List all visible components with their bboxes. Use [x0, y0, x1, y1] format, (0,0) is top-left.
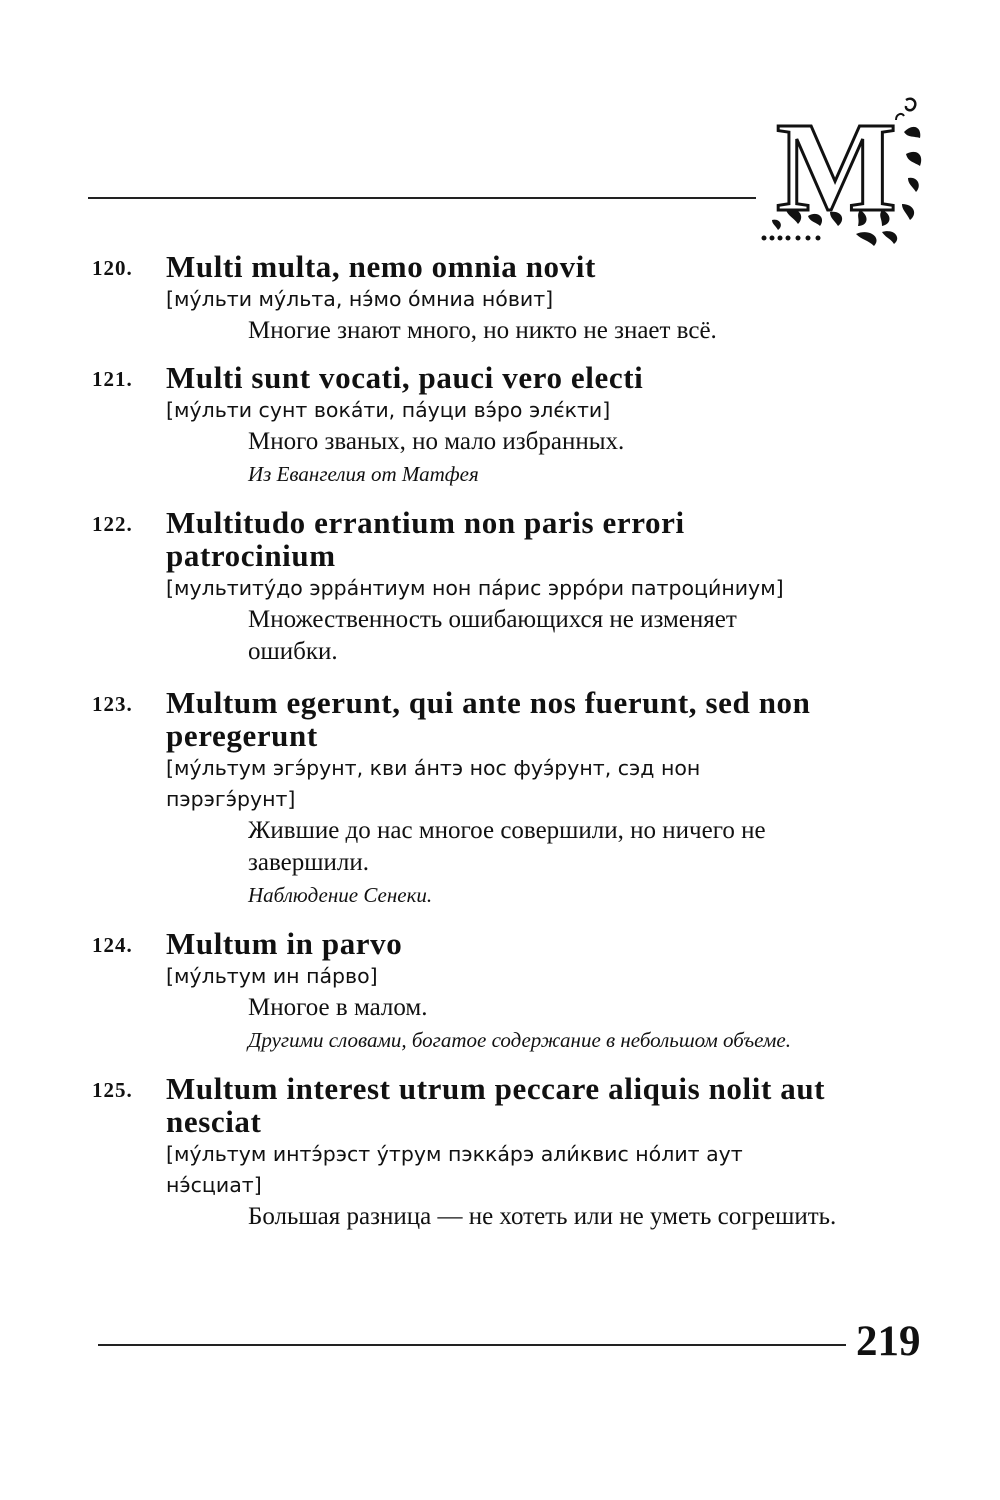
entry-number: 121. [92, 367, 133, 391]
entry-number: 125. [92, 1078, 133, 1102]
source-note: Из Евангелия от Матфея [248, 462, 479, 486]
translation: Множественность ошибающихся не изменяет ошибки. [248, 606, 737, 665]
pronunciation: [му́льтум ин па́рво] [166, 964, 378, 988]
pronunciation: [му́льтум интэ́рэст у́трум пэкка́рэ али́квис но́лит аут нэ́сциат] [166, 1142, 743, 1197]
explanation-note: Другими словами, богатое содержание в небольшом объеме. [248, 1028, 791, 1052]
page-number: 219 [856, 1318, 921, 1365]
phrase-entry-124 [0, 927, 1000, 1056]
translation: Жившие до нас многое совершили, но ничего не завершили. [248, 817, 766, 876]
latin-phrase: Multi multa, nemo omnia novit [166, 249, 596, 284]
latin-phrase: Multum interest utrum peccare aliquis nolit aut nesciat [166, 1071, 826, 1139]
svg-text:M: M [776, 96, 897, 238]
translation: Большая разница — не хотеть или не уметь согрешить. [248, 1203, 837, 1230]
phrase-entry-122 [0, 506, 1000, 668]
header-rule [88, 197, 756, 199]
translation: Многое в малом. [248, 994, 428, 1021]
pronunciation: [му́льтум эгэ́рунт, кви а́нтэ нос фуэ́рунт, сэд нон пэрэгэ́рунт] [166, 756, 701, 811]
latin-phrase: Multi sunt vocati, pauci vero electi [166, 360, 644, 395]
entry-number: 124. [92, 933, 133, 957]
pronunciation: [му́льти сунт вока́ти, па́уци вэ́ро элє́кти] [166, 398, 611, 422]
phrase-entry-123 [0, 686, 1000, 911]
entry-number: 123. [92, 692, 133, 716]
latin-phrase: Multum in parvo [166, 926, 403, 961]
latin-phrase: Multum egerunt, qui ante nos fuerunt, sed non peregerunt [166, 685, 811, 753]
phrase-entry-121 [0, 361, 1000, 490]
pronunciation: [мультиту́до эрра́нтиум нон па́рис эрро́ри патроци́ниум] [166, 576, 784, 600]
entry-number: 122. [92, 512, 133, 536]
phrase-entry-120 [0, 250, 1000, 347]
ornamental-initial-m [756, 92, 926, 252]
phrase-entry-125 [0, 1072, 1000, 1233]
pronunciation: [му́льти му́льта, нэ́мо о́мниа но́вит] [166, 287, 554, 311]
translation: Много званых, но мало избранных. [248, 428, 625, 455]
entry-number: 120. [92, 256, 133, 280]
source-note: Наблюдение Сенеки. [248, 883, 433, 907]
latin-phrase: Multitudo errantium non paris errori patrocinium [166, 505, 685, 573]
phrase-list [0, 250, 1000, 1250]
footer-rule [98, 1344, 846, 1346]
translation: Многие знают много, но никто не знает всё. [248, 317, 717, 344]
